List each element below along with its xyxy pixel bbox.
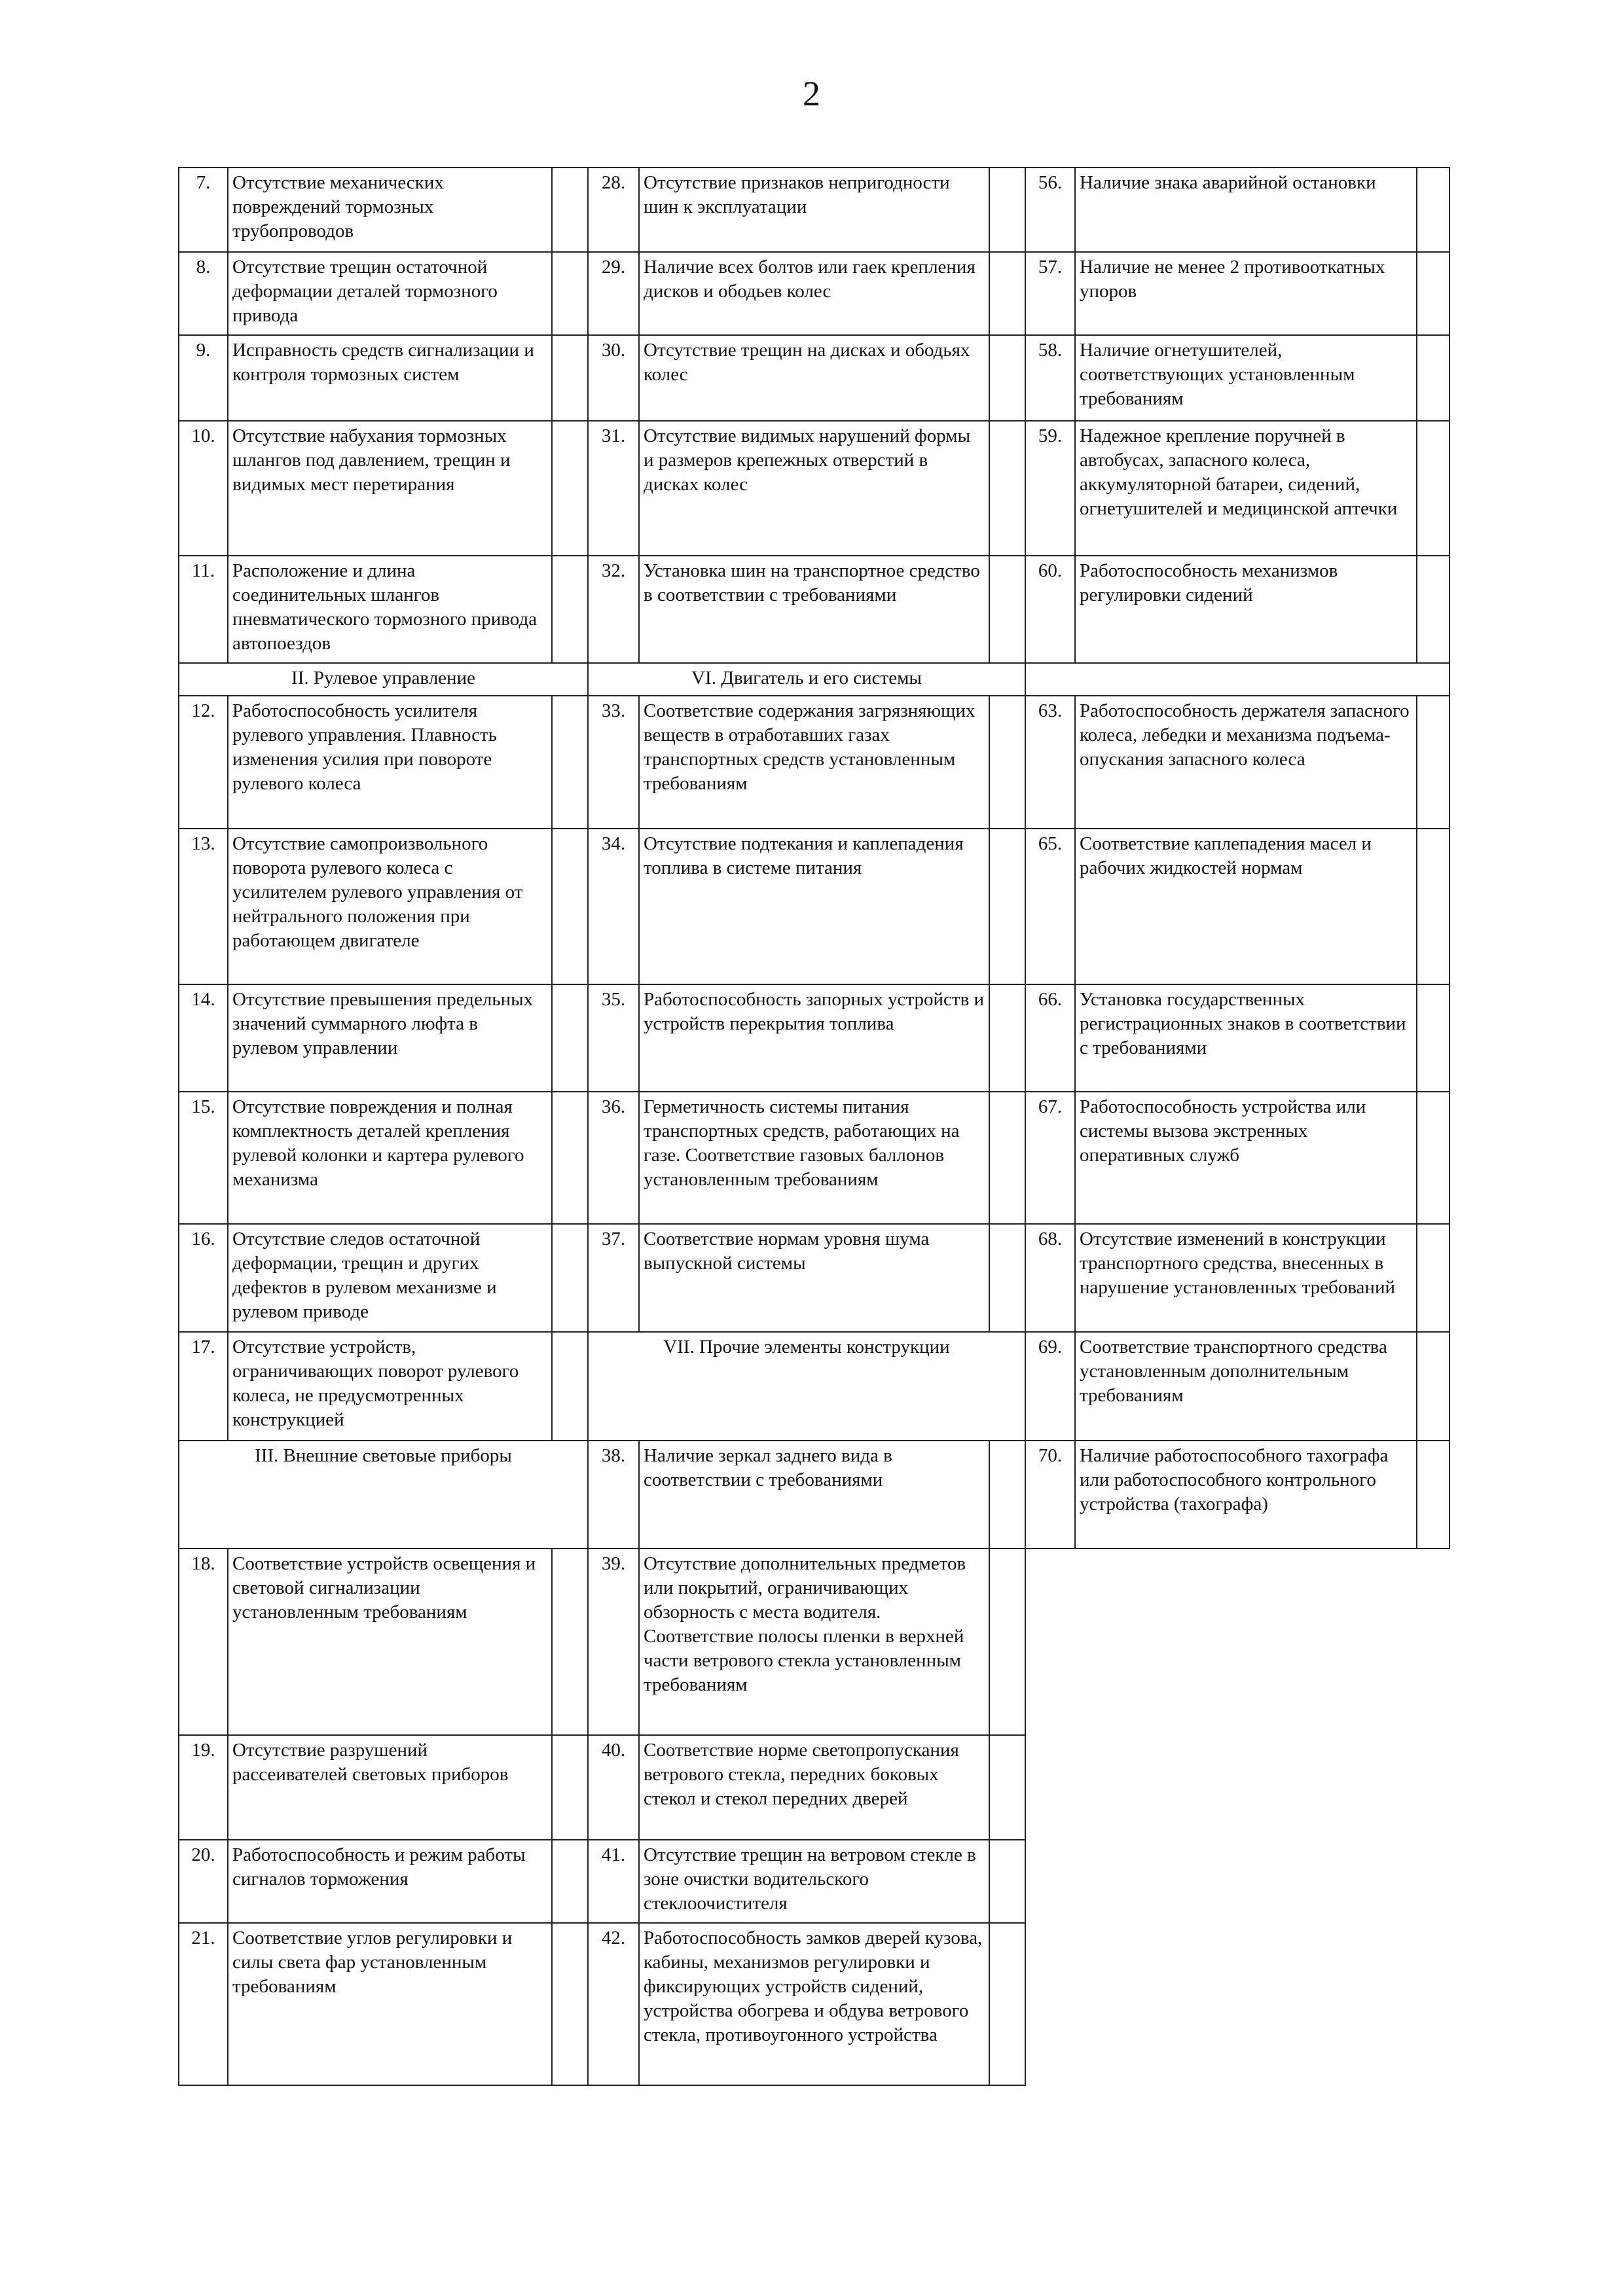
section-row [588, 663, 1025, 696]
item-text: Отсутствие признаков непригодности шин к эксплуатации [639, 168, 989, 252]
section-heading [1025, 663, 1450, 696]
item-text: Работоспособность усилителя рулевого управления. Плавность изменения усилия при повороте рулевого колеса [228, 696, 552, 829]
item-number: 59. [1025, 421, 1075, 556]
item-number: 34. [588, 829, 639, 984]
check-cell[interactable] [552, 1549, 588, 1735]
check-cell[interactable] [989, 1224, 1025, 1332]
check-cell[interactable] [552, 1224, 588, 1332]
item-number: 8. [179, 252, 228, 335]
table-row [588, 252, 1025, 335]
page-number: 2 [803, 74, 820, 113]
table-row [179, 335, 588, 421]
item-text: Отсутствие видимых нарушений формы и размеров крепежных отверстий в дисках колес [639, 421, 989, 556]
table-row [179, 421, 588, 556]
section-row [179, 663, 588, 696]
check-cell[interactable] [989, 335, 1025, 421]
item-number: 18. [179, 1549, 228, 1735]
item-number: 15. [179, 1092, 228, 1224]
item-number: 31. [588, 421, 639, 556]
table-row [588, 168, 1025, 252]
section-heading: III. Внешние световые приборы [179, 1441, 588, 1549]
check-cell[interactable] [989, 984, 1025, 1092]
item-number: 60. [1025, 556, 1075, 663]
check-cell[interactable] [989, 1441, 1025, 1549]
item-text: Соответствие содержания загрязняющих веществ в отработавших газах транспортных средств установленным требованиям [639, 696, 989, 829]
item-number: 41. [588, 1840, 639, 1923]
item-number: 65. [1025, 829, 1075, 984]
table-row [1025, 556, 1450, 663]
item-text: Отсутствие трещин на ветровом стекле в зоне очистки водительского стеклоочистителя [639, 1840, 989, 1923]
item-text: Наличие не менее 2 противооткатных упоров [1075, 252, 1417, 335]
item-text: Отсутствие трещин на дисках и ободьях колес [639, 335, 989, 421]
table-row [179, 1092, 588, 1224]
table-row [179, 1840, 588, 1923]
item-text: Отсутствие устройств, ограничивающих поворот рулевого колеса, не предусмотренных конструкцией [228, 1332, 552, 1441]
item-text: Соответствие транспортного средства установленным дополнительным требованиям [1075, 1332, 1417, 1441]
item-text: Наличие огнетушителей, соответствующих установленным требованиям [1075, 335, 1417, 421]
item-text: Отсутствие самопроизвольного поворота рулевого колеса с усилителем рулевого управления от нейтрального положения при работающем двигателе [228, 829, 552, 984]
item-text: Установка шин на транспортное средство в соответствии с требованиями [639, 556, 989, 663]
item-number: 11. [179, 556, 228, 663]
item-number: 19. [179, 1735, 228, 1840]
item-text: Работоспособность и режим работы сигналов торможения [228, 1840, 552, 1923]
table-row [1025, 1224, 1450, 1332]
table-row [588, 1923, 1025, 2085]
item-number: 32. [588, 556, 639, 663]
checklist-column-3 [1025, 167, 1450, 1549]
check-cell[interactable] [1417, 1441, 1450, 1549]
section-row [1025, 663, 1450, 696]
item-text: Отсутствие повреждения и полная комплектность деталей крепления рулевой колонки и картера рулевого механизма [228, 1092, 552, 1224]
table-row [588, 1441, 1025, 1549]
table-row [1025, 829, 1450, 984]
table-row [179, 696, 588, 829]
check-cell[interactable] [552, 829, 588, 984]
check-cell[interactable] [552, 1735, 588, 1840]
table-row [588, 1735, 1025, 1840]
item-number: 38. [588, 1441, 639, 1549]
item-text: Соответствие норме светопропускания ветрового стекла, передних боковых стекол и стекол передних дверей [639, 1735, 989, 1840]
table-row [1025, 252, 1450, 335]
item-text: Отсутствие набухания тормозных шлангов под давлением, трещин и видимых мест перетирания [228, 421, 552, 556]
table-row [1025, 984, 1450, 1092]
check-cell[interactable] [989, 252, 1025, 335]
check-cell[interactable] [552, 168, 588, 252]
item-text: Отсутствие превышения предельных значений суммарного люфта в рулевом управлении [228, 984, 552, 1092]
item-number: 17. [179, 1332, 228, 1441]
item-number: 63. [1025, 696, 1075, 829]
item-text: Отсутствие следов остаточной деформации, трещин и других дефектов в рулевом механизме и рулевом приводе [228, 1224, 552, 1332]
item-text: Работоспособность запорных устройств и устройств перекрытия топлива [639, 984, 989, 1092]
check-cell[interactable] [552, 696, 588, 829]
item-text: Работоспособность механизмов регулировки сидений [1075, 556, 1417, 663]
check-cell[interactable] [1417, 984, 1450, 1092]
check-cell[interactable] [989, 1735, 1025, 1840]
table-row [179, 556, 588, 663]
item-number: 56. [1025, 168, 1075, 252]
item-text: Работоспособность замков дверей кузова, кабины, механизмов регулировки и фиксирующих устройств сидений, устройства обогрева и обдува ветрового стекла, противоугонного устройства [639, 1923, 989, 2085]
check-cell[interactable] [1417, 1092, 1450, 1224]
item-number: 66. [1025, 984, 1075, 1092]
item-text: Исправность средств сигнализации и контроля тормозных систем [228, 335, 552, 421]
checklist-column-2 [587, 167, 1026, 2086]
item-number: 57. [1025, 252, 1075, 335]
table-row [588, 1840, 1025, 1923]
check-cell[interactable] [1417, 1332, 1450, 1441]
item-number: 10. [179, 421, 228, 556]
check-cell[interactable] [1417, 829, 1450, 984]
item-number: 37. [588, 1224, 639, 1332]
table-row [588, 696, 1025, 829]
item-number: 28. [588, 168, 639, 252]
item-number: 30. [588, 335, 639, 421]
table-row [588, 829, 1025, 984]
item-number: 35. [588, 984, 639, 1092]
check-cell[interactable] [1417, 696, 1450, 829]
table-row [179, 1549, 588, 1735]
table-row [588, 1549, 1025, 1735]
item-text: Отсутствие изменений в конструкции транспортного средства, внесенных в нарушение установленных требований [1075, 1224, 1417, 1332]
table-row [588, 556, 1025, 663]
table-row [179, 1332, 588, 1441]
table-row [1025, 1441, 1450, 1549]
check-cell[interactable] [552, 984, 588, 1092]
item-text: Отсутствие механических повреждений тормозных трубопроводов [228, 168, 552, 252]
item-number: 42. [588, 1923, 639, 2085]
item-text: Работоспособность держателя запасного колеса, лебедки и механизма подъема-опускания запасного колеса [1075, 696, 1417, 829]
table-row [1025, 1092, 1450, 1224]
checklist-column-1 [178, 167, 589, 2086]
item-number: 70. [1025, 1441, 1075, 1549]
check-cell[interactable] [1417, 168, 1450, 252]
check-cell[interactable] [552, 1332, 588, 1441]
item-text: Наличие зеркал заднего вида в соответствии с требованиями [639, 1441, 989, 1549]
table-row [588, 1224, 1025, 1332]
table-row [1025, 696, 1450, 829]
table-row [588, 335, 1025, 421]
check-cell[interactable] [552, 421, 588, 556]
check-cell[interactable] [552, 252, 588, 335]
item-text: Установка государственных регистрационных знаков в соответствии с требованиями [1075, 984, 1417, 1092]
table-row [1025, 421, 1450, 556]
item-text: Соответствие нормам уровня шума выпускной системы [639, 1224, 989, 1332]
item-number: 69. [1025, 1332, 1075, 1441]
item-number: 7. [179, 168, 228, 252]
table-row [179, 829, 588, 984]
check-cell[interactable] [552, 1840, 588, 1923]
section-heading: VII. Прочие элементы конструкции [588, 1332, 1025, 1441]
item-text: Наличие работоспособного тахографа или работоспособного контрольного устройства (тахографа) [1075, 1441, 1417, 1549]
check-cell[interactable] [552, 1923, 588, 2085]
section-row [588, 1332, 1025, 1441]
item-text: Отсутствие разрушений рассеивателей световых приборов [228, 1735, 552, 1840]
section-row [179, 1441, 588, 1549]
item-number: 29. [588, 252, 639, 335]
check-cell[interactable] [989, 1923, 1025, 2085]
check-cell[interactable] [989, 168, 1025, 252]
table-row [1025, 335, 1450, 421]
table-row [179, 252, 588, 335]
check-cell[interactable] [1417, 252, 1450, 335]
item-number: 36. [588, 1092, 639, 1224]
check-cell[interactable] [989, 1092, 1025, 1224]
item-number: 58. [1025, 335, 1075, 421]
table-row [179, 984, 588, 1092]
check-cell[interactable] [989, 829, 1025, 984]
item-text: Наличие знака аварийной остановки [1075, 168, 1417, 252]
table-row [1025, 168, 1450, 252]
table-row [1025, 1332, 1450, 1441]
check-cell[interactable] [989, 1840, 1025, 1923]
table-row [179, 1923, 588, 2085]
table-row [588, 984, 1025, 1092]
item-number: 13. [179, 829, 228, 984]
section-heading: II. Рулевое управление [179, 663, 588, 696]
table-row [588, 421, 1025, 556]
item-number: 20. [179, 1840, 228, 1923]
item-number: 40. [588, 1735, 639, 1840]
check-cell[interactable] [1417, 556, 1450, 663]
item-text: Отсутствие трещин остаточной деформации деталей тормозного привода [228, 252, 552, 335]
check-cell[interactable] [989, 556, 1025, 663]
item-number: 16. [179, 1224, 228, 1332]
check-cell[interactable] [552, 1092, 588, 1224]
table-row [588, 1092, 1025, 1224]
item-text: Наличие всех болтов или гаек крепления дисков и ободьев колес [639, 252, 989, 335]
item-text: Соответствие устройств освещения и световой сигнализации установленным требованиям [228, 1549, 552, 1735]
table-row [179, 168, 588, 252]
check-cell[interactable] [1417, 421, 1450, 556]
item-text: Работоспособность устройства или системы вызова экстренных оперативных служб [1075, 1092, 1417, 1224]
item-number: 33. [588, 696, 639, 829]
item-text: Отсутствие подтекания и каплепадения топлива в системе питания [639, 829, 989, 984]
section-heading: VI. Двигатель и его системы [588, 663, 1025, 696]
check-cell[interactable] [1417, 335, 1450, 421]
item-text: Расположение и длина соединительных шлангов пневматического тормозного привода автопоездов [228, 556, 552, 663]
item-text: Герметичность системы питания транспортных средств, работающих на газе. Соответствие газовых баллонов установленным требованиям [639, 1092, 989, 1224]
item-number: 39. [588, 1549, 639, 1735]
item-number: 67. [1025, 1092, 1075, 1224]
item-number: 68. [1025, 1224, 1075, 1332]
item-text: Отсутствие дополнительных предметов или покрытий, ограничивающих обзорность с места водителя. Соответствие полосы пленки в верхней части ветрового стекла установленным требованиям [639, 1549, 989, 1735]
table-row [179, 1224, 588, 1332]
table-row [179, 1735, 588, 1840]
check-cell[interactable] [1417, 1224, 1450, 1332]
item-number: 14. [179, 984, 228, 1092]
check-cell[interactable] [552, 335, 588, 421]
item-number: 9. [179, 335, 228, 421]
check-cell[interactable] [552, 556, 588, 663]
check-cell[interactable] [989, 1549, 1025, 1735]
item-text: Надежное крепление поручней в автобусах, запасного колеса, аккумуляторной батареи, сидений, огнетушителей и медицинской аптечки [1075, 421, 1417, 556]
item-number: 21. [179, 1923, 228, 2085]
check-cell[interactable] [989, 696, 1025, 829]
check-cell[interactable] [989, 421, 1025, 556]
item-number: 12. [179, 696, 228, 829]
item-text: Соответствие углов регулировки и силы света фар установленным требованиям [228, 1923, 552, 2085]
item-text: Соответствие каплепадения масел и рабочих жидкостей нормам [1075, 829, 1417, 984]
